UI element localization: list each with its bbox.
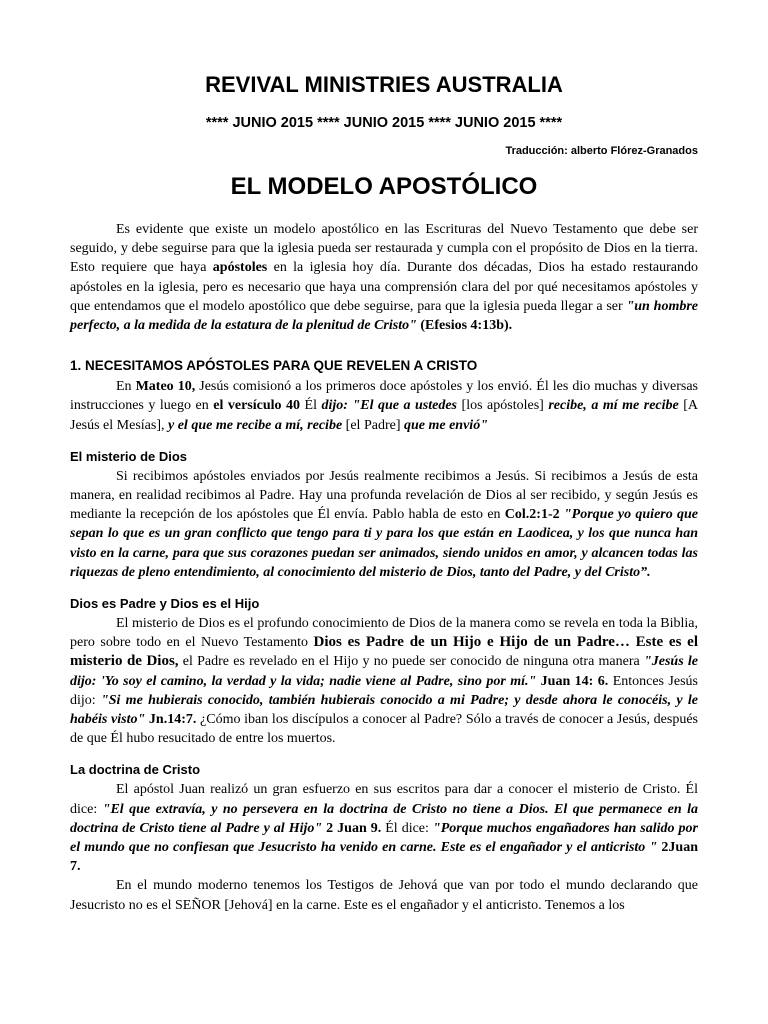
scripture-quote: "Si me hubierais conocido, también hubierais conocido a mi Padre; y desde ahora le conocéis, y le habéis visto" <box>70 692 698 728</box>
scripture-quote: "Porque yo quiero que sepan lo que es un gran conflicto que tengo para ti y para los que están en Laodicea, y los que nunca han visto en la carne, para que sus corazones puedan ser animados, siendo unidos en amor, y alcancen todas las riquezas de pleno entendimiento, al conocimiento del misterio de Dios, tanto del Padre, y del Cristo”. <box>70 507 698 580</box>
document-title: EL MODELO APOSTÓLICO <box>230 173 538 200</box>
text-run: Si recibimos apóstoles enviados por Jesús realmente recibimos a Jesús. Si recibimos a Jesús de esta manera, en realidad recibimos al Padre. Hay una profunda revelación de Dios al ser recibido, y según Jesús es mediante la recepción de los apóstoles que Él envía. Pablo habla de esto en <box>70 468 698 523</box>
scripture-quote: que me envió" <box>403 417 488 433</box>
translator-credit: Traducción: alberto Flórez-Granados <box>505 145 698 157</box>
text-run: en la iglesia hoy día. Durante dos décadas, Dios ha estado restaurando apóstoles en la iglesia, pero es necesario que haya una comprensión clara del por qué necesitamos apóstoles y que entendamos que el modelo apostólico que debe seguirse, para que la iglesia pueda llegar a ser <box>70 260 698 314</box>
scripture-quote: "Porque muchos engañadores han salido por el mundo que no confiesan que Jesucristo ha venido en carne. Este es el engañador y el anticristo " <box>70 820 698 856</box>
text-run: [A Jesús el Mesías], <box>70 398 699 433</box>
date-line: **** JUNIO 2015 **** JUNIO 2015 **** JUNIO 2015 **** <box>205 115 563 131</box>
bold-run: el versículo 40 <box>213 398 301 414</box>
text-run: El misterio de Dios es el profundo conocimiento de Dios de la manera como se revela en toda la Biblia, pero sobre todo en el Nuevo Testamento <box>70 616 698 651</box>
intro-paragraph <box>70 220 698 335</box>
section-heading-doctrina: La doctrina de Cristo <box>70 762 201 778</box>
text-run: el Padre es revelado en el Hijo y no puede ser conocido de ninguna otra manera <box>178 654 644 670</box>
scripture-quote: "El que extravía, y no persevera en la doctrina de Cristo no tiene a Dios. El que permanece en la doctrina de Cristo tiene al Padre y al Hijo" <box>70 801 698 836</box>
text-run: ¿Cómo iban los discípulos a conocer al Padre? Sólo a través de conocer a Jesús, después de que Él hubo resucitado de entre los muertos. <box>70 712 698 747</box>
organization-title: REVIVAL MINISTRIES AUSTRALIA <box>205 72 563 97</box>
section-4-paragraph-2 <box>70 876 698 914</box>
text-run: En <box>116 379 136 395</box>
scripture-reference: Jn.14:7. <box>145 712 197 728</box>
scripture-reference: (Efesios 4:13b). <box>416 318 513 334</box>
text-run: En el mundo moderno tenemos los Testigos de Jehová que van por todo el mundo declarando que Jesucristo no es el SEÑOR [Jehová] en la carne. Este es el engañador y el anticristo. Tenemos a los <box>70 878 698 913</box>
text-run: Es evidente que existe un modelo apostólico en las Escrituras del Nuevo Testamento que debe ser seguido, y debe seguirse para que la iglesia pueda ser restaurada y cumpla con el propósito de Dios en la tierra. Esto requiere que haya <box>70 222 698 276</box>
section-4-paragraph-1 <box>70 780 698 876</box>
scripture-reference: 2 Juan 9. <box>322 820 382 836</box>
section-heading-misterio: El misterio de Dios <box>70 448 188 464</box>
section-2-paragraph <box>70 467 698 582</box>
bold-run: apóstoles <box>212 260 268 276</box>
text-run: [los apóstoles] <box>457 398 549 414</box>
bold-run: Dios es Padre de un Hijo e Hijo de un Padre… Este es el misterio de Dios, <box>70 634 699 670</box>
scripture-reference: Juan 14: 6. <box>536 673 609 689</box>
text-run: [el Padre] <box>342 417 404 433</box>
text-run: Él dice: <box>381 820 433 836</box>
scripture-reference: Mateo 10, <box>135 379 196 395</box>
text-run: Él <box>300 398 322 414</box>
scripture-quote: recibe, a mí me recibe <box>548 398 679 414</box>
section-heading-1: 1. NECESITAMOS APÓSTOLES PARA QUE REVELEN A CRISTO <box>70 358 478 374</box>
text-run: El apóstol Juan realizó un gran esfuerzo en sus escritos para dar a conocer el misterio de Cristo. Él dice: <box>70 782 698 817</box>
text-run: Jesús comisionó a los primeros doce apóstoles y los envió. Él les dio muchas y diversas instrucciones y luego en <box>70 379 698 414</box>
scripture-quote: y el que me recibe a mí, recibe <box>168 417 343 433</box>
document-body <box>70 220 698 915</box>
scripture-quote: "un hombre perfecto, a la medida de la estatura de la plenitud de Cristo" <box>70 298 698 334</box>
section-heading-padre-hijo: Dios es Padre y Dios es el Hijo <box>70 596 260 612</box>
scripture-quote: dijo: "El que a ustedes <box>321 398 458 414</box>
scripture-quote: "Jesús le dijo: 'Yo soy el camino, la verdad y la vida; nadie viene al Padre, sino por mí." <box>70 654 698 689</box>
scripture-reference: Col.2:1-2 <box>504 507 560 523</box>
text-run: Entonces Jesús dijo: <box>70 673 698 708</box>
scripture-reference: 2Juan 7. <box>70 840 698 875</box>
section-1-paragraph <box>70 377 698 435</box>
section-3-paragraph <box>70 614 698 748</box>
